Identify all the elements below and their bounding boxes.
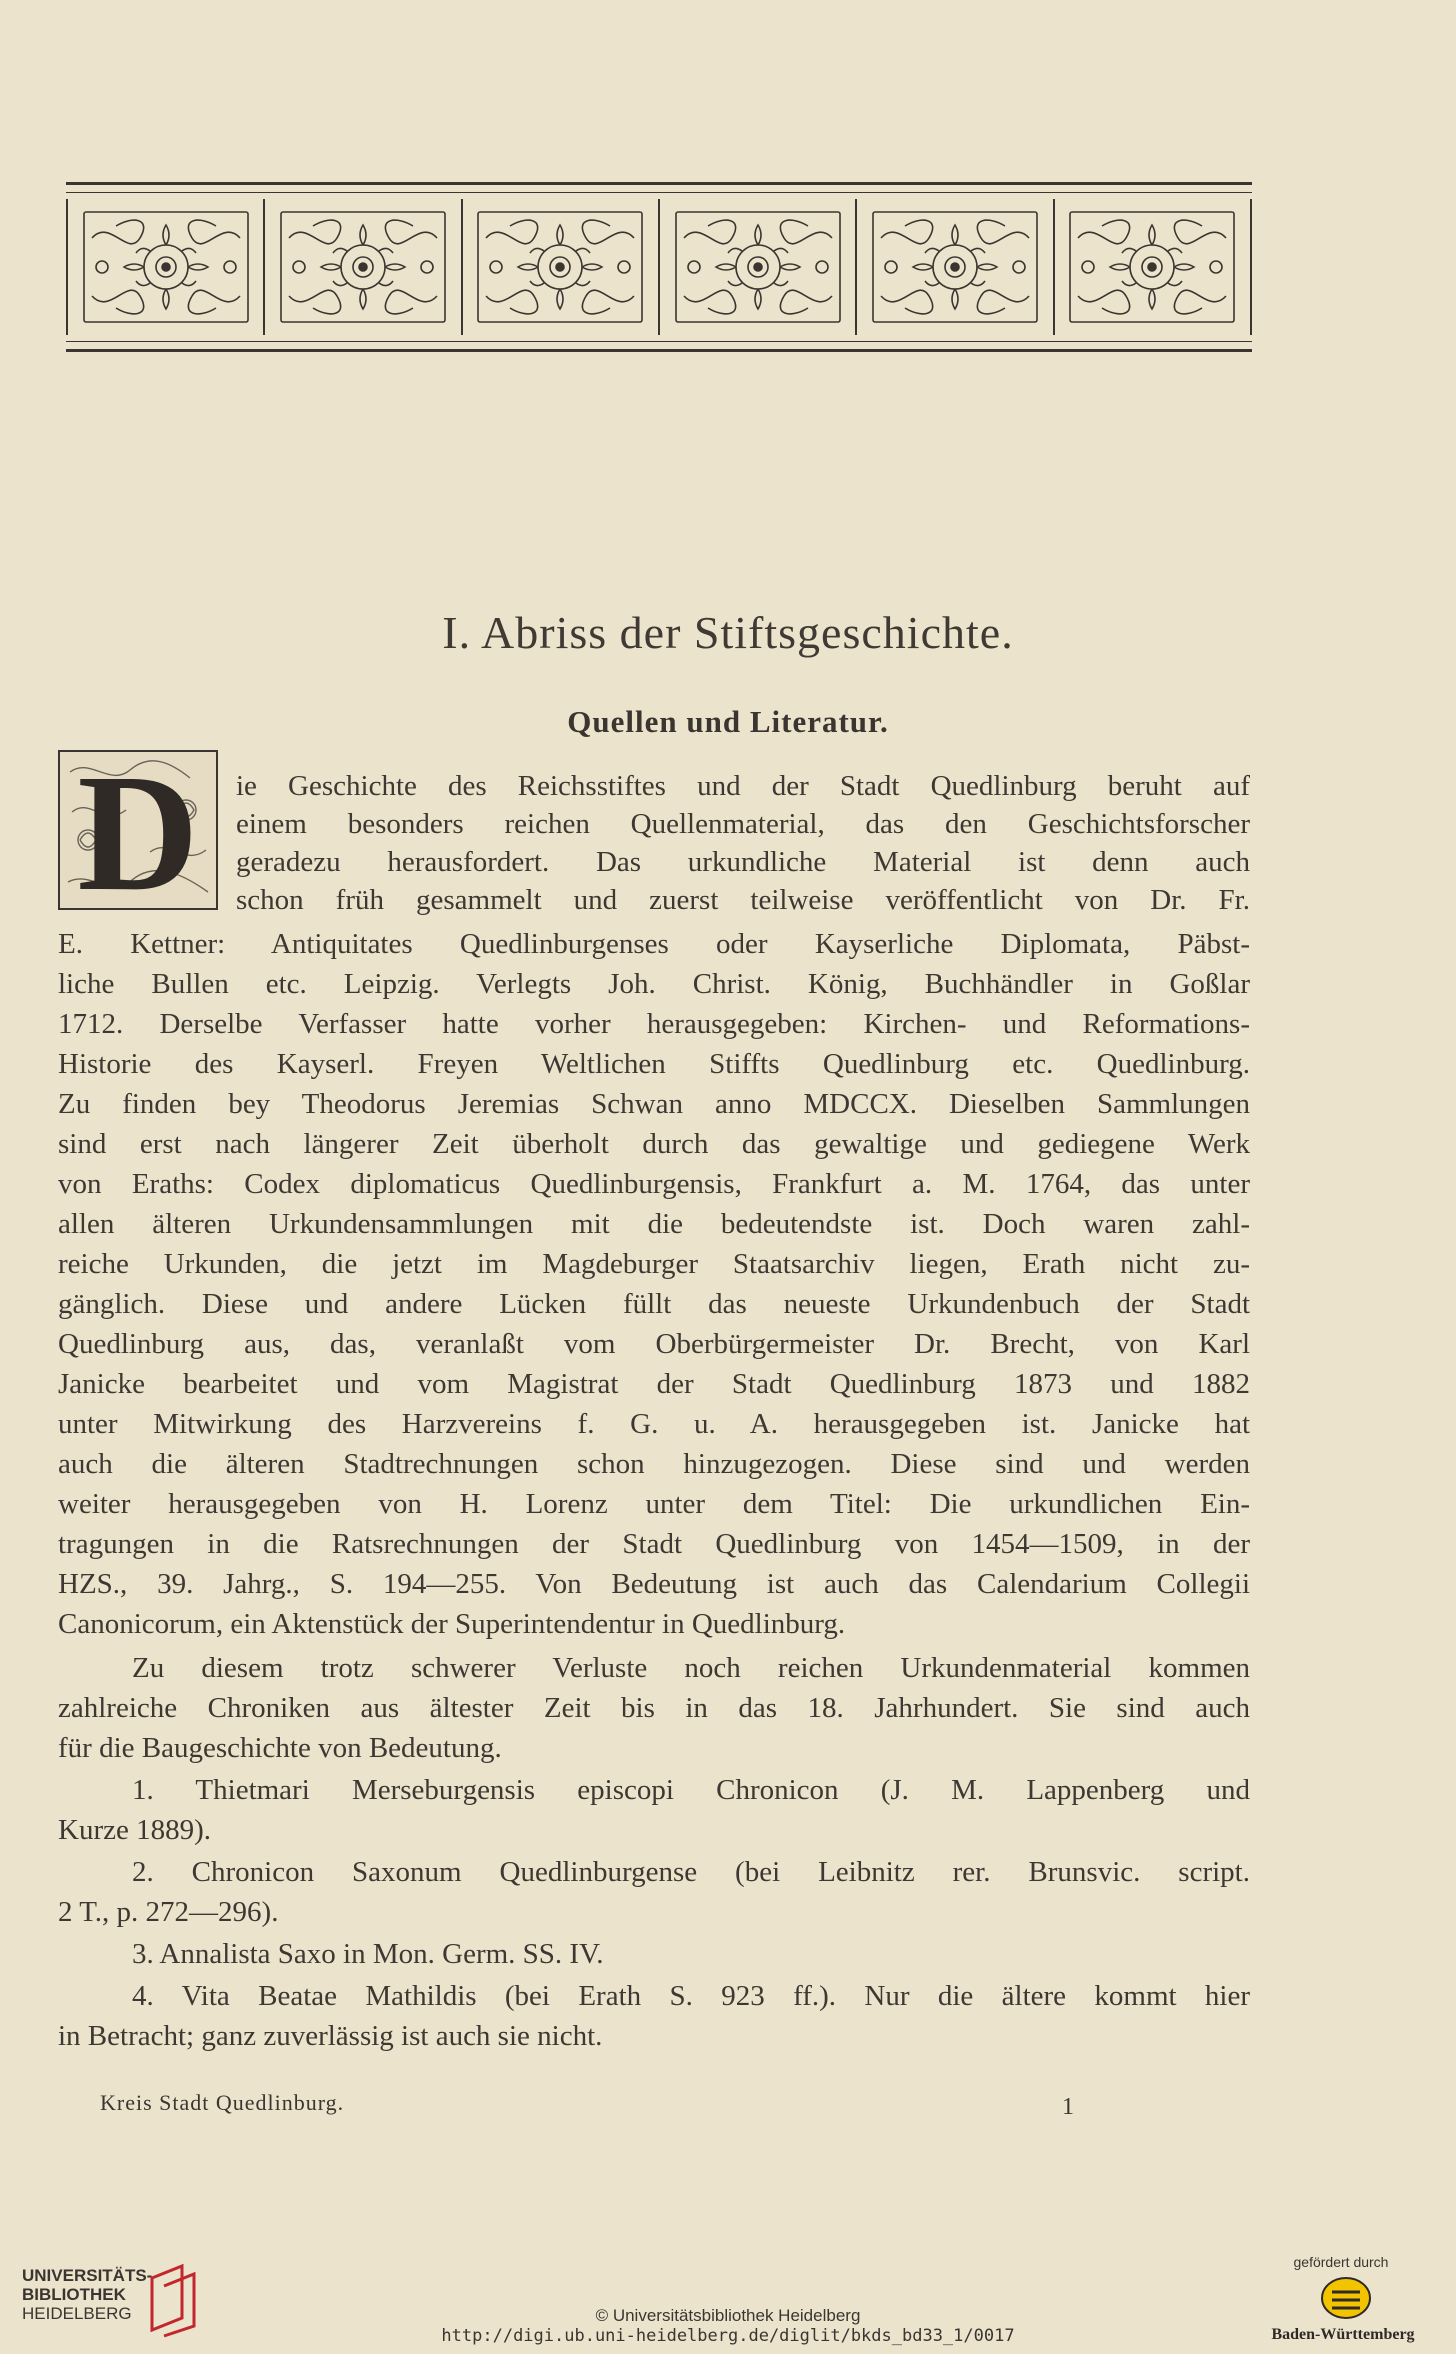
text-line: 1. Thietmari Merseburgensis episcopi Chronicon (J. M. Lappenberg und (132, 1774, 1250, 1806)
text-line: Janicke bearbeitet und vom Magistrat der Stadt Quedlinburg 1873 und 1882 (58, 1368, 1250, 1400)
text-line: von Eraths: Codex diplomaticus Quedlinburgensis, Frankfurt a. M. 1764, das unter (58, 1168, 1250, 1200)
text-line: Canonicorum, ein Aktenstück der Superintendentur in Quedlinburg. (58, 1608, 846, 1640)
text-line: weiter herausgegeben von H. Lorenz unter dem Titel: Die urkundlichen Ein- (58, 1488, 1250, 1520)
text-line: 4. Vita Beatae Mathildis (bei Erath S. 923 ff.). Nur die ältere kommt hier (132, 1980, 1250, 2012)
library-name-line2: BIBLIOTHEK (22, 2285, 126, 2304)
text-line: tragungen in die Ratsrechnungen der Stadt Quedlinburg von 1454—1509, in der (58, 1528, 1250, 1560)
source-url[interactable]: http://digi.ub.uni-heidelberg.de/diglit/bkds_bd33_1/0017 (441, 2326, 1015, 2346)
state-crest-icon (1318, 2274, 1374, 2322)
funder-name: Baden-Württemberg (1271, 2326, 1415, 2343)
library-name-line3: HEIDELBERG (22, 2304, 132, 2323)
funded-by-label: gefördert durch (1293, 2254, 1389, 2270)
text-line: HZS., 39. Jahrg., S. 194—255. Von Bedeutung ist auch das Calendarium Collegii (58, 1568, 1250, 1600)
text-line: Kurze 1889). (58, 1814, 212, 1846)
page-number: 1 (1062, 2094, 1074, 2120)
section-title: Quellen und Literatur. (567, 704, 889, 739)
text-line: 2. Chronicon Saxonum Quedlinburgense (bei Leibnitz rer. Brunsvic. script. (132, 1856, 1250, 1888)
text-line: geradezu herausfordert. Das urkundliche Material ist denn auch (236, 846, 1250, 878)
text-line: unter Mitwirkung des Harzvereins f. G. u. A. herausgegeben ist. Janicke hat (58, 1408, 1250, 1440)
text-line: 2 T., p. 272—296). (58, 1896, 279, 1928)
text-line: für die Baugeschichte von Bedeutung. (58, 1732, 502, 1764)
text-line: 1712. Derselbe Verfasser hatte vorher herausgegeben: Kirchen- und Reformations- (58, 1008, 1250, 1040)
text-line: einem besonders reichen Quellenmaterial, das den Geschichtsforscher (236, 808, 1250, 840)
text-line: 3. Annalista Saxo in Mon. Germ. SS. IV. (132, 1938, 604, 1970)
chapter-title: I. Abriss der Stiftsgeschichte. (442, 607, 1014, 658)
text-line: sind erst nach längerer Zeit überholt durch das gewaltige und gediegene Werk (58, 1128, 1250, 1160)
text-line: reiche Urkunden, die jetzt im Magdeburger Staatsarchiv liegen, Erath nicht zu- (58, 1248, 1250, 1280)
text-line: auch die älteren Stadtrechnungen schon hinzugezogen. Diese sind und werden (58, 1448, 1250, 1480)
text-line: gänglich. Diese und andere Lücken füllt das neueste Urkundenbuch der Stadt (58, 1288, 1250, 1320)
text-line: Quedlinburg aus, das, veranlaßt vom Oberbürgermeister Dr. Brecht, von Karl (58, 1328, 1250, 1360)
text-line: Zu finden bey Theodorus Jeremias Schwan anno MDCCX. Dieselben Sammlungen (58, 1088, 1250, 1120)
copyright-notice: © Universitätsbibliothek Heidelberg (595, 2306, 861, 2325)
drop-cap-letter: D (77, 740, 199, 926)
text-line: in Betracht; ganz zuverlässig ist auch sie nicht. (58, 2020, 603, 2052)
text-line: allen älteren Urkundensammlungen mit die bedeutendste ist. Doch waren zahl- (58, 1208, 1250, 1240)
text-line: Zu diesem trotz schwerer Verluste noch reichen Urkundenmaterial kommen (132, 1652, 1250, 1684)
text-line: zahlreiche Chroniken aus ältester Zeit bis in das 18. Jahrhundert. Sie sind auch (58, 1692, 1250, 1724)
signature-line: Kreis Stadt Quedlinburg. (100, 2090, 345, 2115)
text-line: Historie des Kayserl. Freyen Weltlichen Stiffts Quedlinburg etc. Quedlinburg. (58, 1048, 1250, 1080)
library-name-line1: UNIVERSITÄTS- (22, 2266, 153, 2285)
text-line: schon früh gesammelt und zuerst teilweise veröffentlicht von Dr. Fr. (236, 884, 1250, 916)
text-line: ie Geschichte des Reichsstiftes und der Stadt Quedlinburg beruht auf (236, 770, 1250, 802)
text-line: E. Kettner: Antiquitates Quedlinburgenses oder Kayserliche Diplomata, Päbst- (58, 928, 1250, 960)
text-line: liche Bullen etc. Leipzig. Verlegts Joh. Christ. König, Buchhändler in Goßlar (58, 968, 1250, 1000)
